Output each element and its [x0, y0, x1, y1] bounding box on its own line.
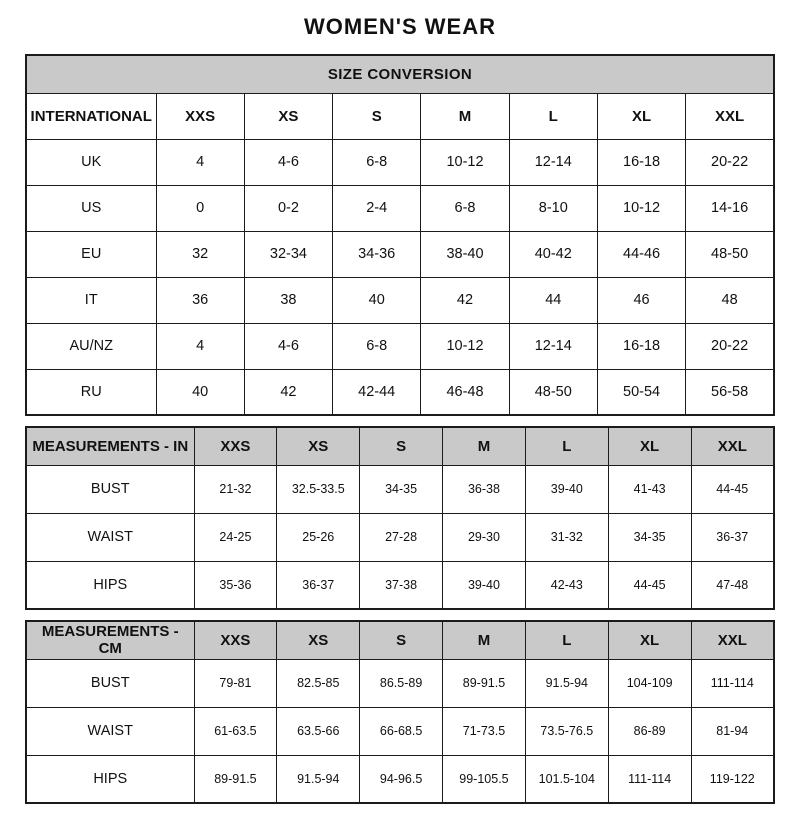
table-cell: 48-50: [509, 369, 597, 415]
table-cell: 16-18: [597, 139, 685, 185]
column-header: XS: [244, 93, 332, 139]
column-header: XXS: [156, 93, 244, 139]
size-chart-page: [25, 14, 775, 804]
table-cell: 36-38: [443, 465, 526, 513]
column-header: M: [443, 427, 526, 465]
table-cell: 2-4: [333, 185, 421, 231]
table-cell: 46: [597, 277, 685, 323]
table-cell: 94-96.5: [360, 755, 443, 803]
table-cell: 42: [421, 277, 509, 323]
table-cell: 37-38: [360, 561, 443, 609]
table-cell: 21-32: [194, 465, 277, 513]
table-cell: 73.5-76.5: [525, 707, 608, 755]
table-cell: 111-114: [608, 755, 691, 803]
column-header: XL: [608, 427, 691, 465]
table-cell: 86-89: [608, 707, 691, 755]
column-header: L: [525, 427, 608, 465]
table-cell: 111-114: [691, 659, 774, 707]
row-label: HIPS: [26, 755, 194, 803]
table-cell: 71-73.5: [443, 707, 526, 755]
column-header: S: [360, 621, 443, 659]
table-cell: 4: [156, 139, 244, 185]
table-row: [26, 277, 774, 323]
table-cell: 27-28: [360, 513, 443, 561]
row-label: WAIST: [26, 513, 194, 561]
column-header: XXL: [686, 93, 774, 139]
table-cell: 89-91.5: [194, 755, 277, 803]
table-row: [26, 369, 774, 415]
table-row: [26, 707, 774, 755]
table-row: [26, 139, 774, 185]
table-cell: 12-14: [509, 139, 597, 185]
table-cell: 46-48: [421, 369, 509, 415]
row-label: US: [26, 185, 156, 231]
table-cell: 44: [509, 277, 597, 323]
table-row: [26, 513, 774, 561]
column-header: XL: [608, 621, 691, 659]
table-cell: 0: [156, 185, 244, 231]
table-cell: 4: [156, 323, 244, 369]
table-cell: 39-40: [443, 561, 526, 609]
table-cell: 42-44: [333, 369, 421, 415]
row-label: RU: [26, 369, 156, 415]
table-row: [26, 465, 774, 513]
row-label: UK: [26, 139, 156, 185]
table-cell: 31-32: [525, 513, 608, 561]
table-cell: 20-22: [686, 139, 774, 185]
table-cell: 44-46: [597, 231, 685, 277]
table-cell: 34-35: [608, 513, 691, 561]
table-cell: 82.5-85: [277, 659, 360, 707]
table-cell: 6-8: [333, 323, 421, 369]
row-label: BUST: [26, 465, 194, 513]
column-header: S: [360, 427, 443, 465]
column-header: XS: [277, 427, 360, 465]
table-cell: 47-48: [691, 561, 774, 609]
table-cell: 42-43: [525, 561, 608, 609]
table-header-row: [26, 427, 774, 465]
table-cell: 16-18: [597, 323, 685, 369]
table-row: [26, 323, 774, 369]
table-cell: 81-94: [691, 707, 774, 755]
column-header: S: [333, 93, 421, 139]
size-conversion-table: [25, 54, 775, 416]
table-cell: 32: [156, 231, 244, 277]
table-row: [26, 231, 774, 277]
measurements-cm-table: [25, 620, 775, 804]
table-cell: 56-58: [686, 369, 774, 415]
table-cell: 91.5-94: [277, 755, 360, 803]
table-cell: 36-37: [277, 561, 360, 609]
column-header: L: [525, 621, 608, 659]
page-title: WOMEN'S WEAR: [304, 14, 496, 39]
table-cell: 20-22: [686, 323, 774, 369]
table-cell: 36-37: [691, 513, 774, 561]
table-cell: 101.5-104: [525, 755, 608, 803]
table-cell: 36: [156, 277, 244, 323]
table-cell: 44-45: [691, 465, 774, 513]
header-label: INTERNATIONAL: [26, 93, 156, 139]
table-cell: 32.5-33.5: [277, 465, 360, 513]
row-label: BUST: [26, 659, 194, 707]
table-cell: 4-6: [244, 139, 332, 185]
table-cell: 35-36: [194, 561, 277, 609]
table-cell: 41-43: [608, 465, 691, 513]
table-cell: 48-50: [686, 231, 774, 277]
table-cell: 10-12: [421, 323, 509, 369]
table-cell: 119-122: [691, 755, 774, 803]
table-cell: 39-40: [525, 465, 608, 513]
table-cell: 6-8: [421, 185, 509, 231]
table-cell: 42: [244, 369, 332, 415]
table-row: [26, 659, 774, 707]
table-header-row: [26, 93, 774, 139]
row-label: IT: [26, 277, 156, 323]
table-cell: 10-12: [597, 185, 685, 231]
table-cell: 61-63.5: [194, 707, 277, 755]
table-cell: 40-42: [509, 231, 597, 277]
table-cell: 29-30: [443, 513, 526, 561]
column-header: L: [509, 93, 597, 139]
table-cell: 25-26: [277, 513, 360, 561]
table-cell: 89-91.5: [443, 659, 526, 707]
table-cell: 50-54: [597, 369, 685, 415]
table-cell: 34-36: [333, 231, 421, 277]
table-cell: 10-12: [421, 139, 509, 185]
column-header: XXL: [691, 621, 774, 659]
row-label: HIPS: [26, 561, 194, 609]
table-title-row: [26, 55, 774, 93]
table-cell: 4-6: [244, 323, 332, 369]
column-header: XL: [597, 93, 685, 139]
column-header: XS: [277, 621, 360, 659]
table-cell: 38: [244, 277, 332, 323]
row-label: WAIST: [26, 707, 194, 755]
table-cell: 40: [156, 369, 244, 415]
table-cell: 86.5-89: [360, 659, 443, 707]
column-header: M: [421, 93, 509, 139]
column-header: XXL: [691, 427, 774, 465]
table-cell: 66-68.5: [360, 707, 443, 755]
table-row: [26, 755, 774, 803]
table-row: [26, 561, 774, 609]
table-cell: 40: [333, 277, 421, 323]
table-cell: 99-105.5: [443, 755, 526, 803]
column-header: XXS: [194, 427, 277, 465]
table-cell: 32-34: [244, 231, 332, 277]
table-cell: 91.5-94: [525, 659, 608, 707]
table-row: [26, 185, 774, 231]
table-cell: 48: [686, 277, 774, 323]
table-title: SIZE CONVERSION: [26, 55, 774, 93]
table-header-row: [26, 621, 774, 659]
measurements-in-table: [25, 426, 775, 610]
row-label: EU: [26, 231, 156, 277]
table-cell: 24-25: [194, 513, 277, 561]
table-cell: 6-8: [333, 139, 421, 185]
table-cell: 38-40: [421, 231, 509, 277]
header-label: MEASUREMENTS - CM: [26, 621, 194, 659]
table-cell: 34-35: [360, 465, 443, 513]
table-cell: 14-16: [686, 185, 774, 231]
table-cell: 8-10: [509, 185, 597, 231]
table-cell: 12-14: [509, 323, 597, 369]
header-label: MEASUREMENTS - IN: [26, 427, 194, 465]
column-header: M: [443, 621, 526, 659]
column-header: XXS: [194, 621, 277, 659]
table-cell: 0-2: [244, 185, 332, 231]
row-label: AU/NZ: [26, 323, 156, 369]
table-cell: 79-81: [194, 659, 277, 707]
table-cell: 104-109: [608, 659, 691, 707]
table-cell: 44-45: [608, 561, 691, 609]
table-cell: 63.5-66: [277, 707, 360, 755]
